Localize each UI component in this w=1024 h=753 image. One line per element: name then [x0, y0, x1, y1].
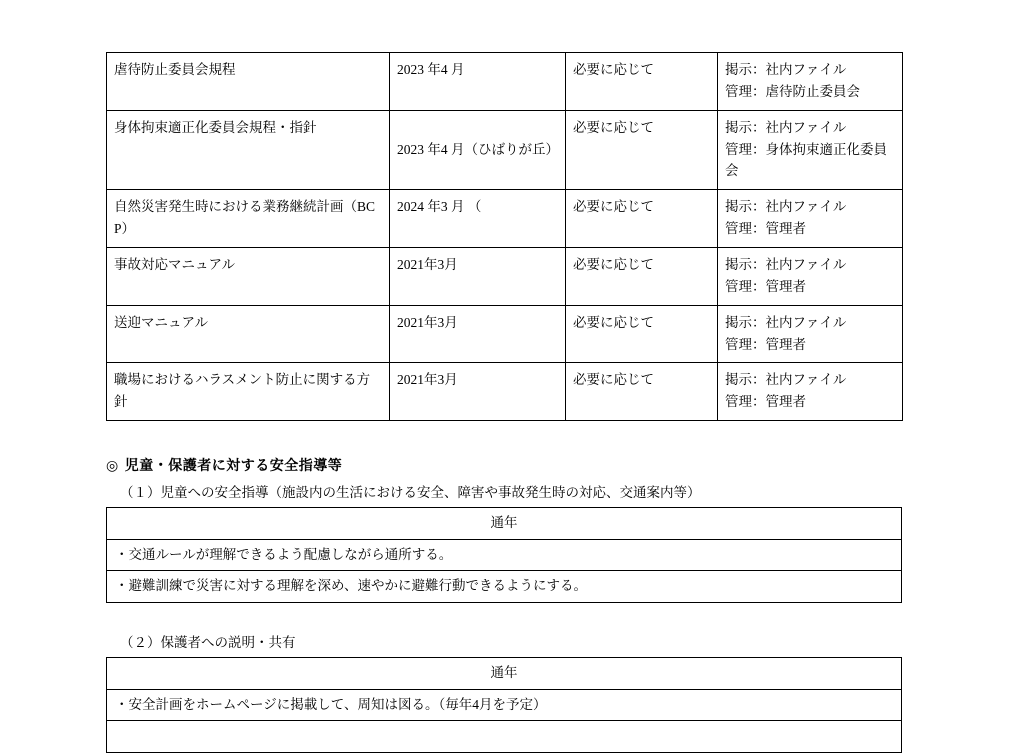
posting-text: 掲示：社内ファイル	[725, 62, 847, 77]
cell-posting-management	[718, 110, 903, 190]
cell-review-frequency	[566, 248, 718, 306]
regulations-table	[106, 52, 903, 421]
review-frequency-text: 必要に応じて	[573, 62, 654, 77]
cell-posting-management	[718, 363, 903, 421]
established-date-text: 2023 年4 月	[397, 62, 465, 77]
cell-review-frequency	[566, 305, 718, 363]
sharing-item: ・安全計画をホームページに掲載して、周知は図る。（毎年4月を予定）	[107, 689, 902, 721]
cell-review-frequency	[566, 53, 718, 111]
review-frequency-text: 必要に応じて	[573, 119, 654, 135]
review-frequency-text: 必要に応じて	[573, 257, 654, 273]
regulation-name-text: 職場におけるハラスメント防止に関する方針	[114, 372, 371, 410]
established-date-text: 2023 年4 月（ひばりが丘）	[397, 141, 559, 157]
review-frequency-text: 必要に応じて	[573, 372, 654, 388]
management-text: 管理：管理者	[725, 336, 806, 352]
cell-established-date	[390, 363, 566, 421]
cell-regulation-name	[107, 305, 390, 363]
cell-established-date	[390, 248, 566, 306]
posting-text: 掲示：社内ファイル	[725, 257, 847, 273]
cell-regulation-name	[107, 110, 390, 190]
table-row	[107, 110, 903, 190]
guardian-sharing-table	[106, 657, 902, 753]
section-marker-icon: ◎	[106, 459, 119, 475]
cell-regulation-name	[107, 190, 390, 248]
established-date-text: 2021年3月	[397, 257, 458, 273]
posting-text: 掲示：社内ファイル	[725, 314, 847, 330]
table-row	[107, 539, 902, 571]
management-text: 管理：管理者	[725, 394, 806, 410]
cell-posting-management	[718, 53, 903, 111]
posting-text: 掲示：社内ファイル	[725, 372, 847, 388]
management-text: 管理：管理者	[725, 221, 806, 237]
cell-established-date	[390, 110, 566, 190]
table-row	[107, 190, 903, 248]
regulation-name-text: 虐待防止委員会規程	[114, 62, 236, 77]
child-safety-guidance-table	[106, 507, 902, 603]
management-text: 管理：管理者	[725, 278, 806, 294]
guidance-item: ・避難訓練で災害に対する理解を深め、速やかに避難行動できるようにする。	[107, 571, 902, 603]
cell-regulation-name	[107, 53, 390, 111]
cell-regulation-name	[107, 363, 390, 421]
table-row	[107, 305, 903, 363]
regulation-name-text: 送迎マニュアル	[114, 314, 208, 330]
management-text: 管理：身体拘束適正化委員会	[725, 141, 887, 179]
table-row	[107, 363, 903, 421]
cell-regulation-name	[107, 248, 390, 306]
established-date-text: 2024 年3 月 （	[397, 199, 482, 215]
regulation-name-text: 事故対応マニュアル	[114, 257, 235, 273]
cell-review-frequency	[566, 190, 718, 248]
cell-review-frequency	[566, 363, 718, 421]
cell-posting-management	[718, 248, 903, 306]
period-header: 通年	[107, 657, 902, 689]
established-date-text: 2021年3月	[397, 372, 458, 388]
table-row	[107, 248, 903, 306]
cell-posting-management	[718, 305, 903, 363]
regulation-name-text: 身体拘束適正化委員会規程・指針	[114, 119, 317, 135]
review-frequency-text: 必要に応じて	[573, 314, 654, 330]
posting-text: 掲示：社内ファイル	[725, 199, 847, 215]
table-row	[107, 689, 902, 721]
established-date-text: 2021年3月	[397, 314, 458, 330]
cell-posting-management	[718, 190, 903, 248]
cell-established-date	[390, 305, 566, 363]
review-frequency-text: 必要に応じて	[573, 199, 654, 215]
table-row-empty	[107, 721, 902, 753]
cell-established-date	[390, 190, 566, 248]
subsection-2-label: （２）保護者への説明・共有	[120, 634, 296, 650]
period-header: 通年	[107, 508, 902, 540]
guidance-item: ・交通ルールが理解できるよう配慮しながら通所する。	[107, 539, 902, 571]
table-header-row	[107, 657, 902, 689]
table-row	[107, 53, 903, 111]
posting-text: 掲示：社内ファイル	[725, 119, 847, 135]
cell-review-frequency	[566, 110, 718, 190]
section-title: 児童・保護者に対する安全指導等	[124, 459, 343, 475]
regulation-name-text: 自然災害発生時における業務継続計画（BCP）	[114, 199, 376, 237]
empty-cell	[107, 721, 902, 753]
section-heading	[106, 455, 918, 475]
subsection-1-label: （１）児童への安全指導（施設内の生活における安全、障害や事故発生時の対応、交通案内等）	[120, 485, 701, 501]
cell-established-date	[390, 53, 566, 111]
table-row	[107, 571, 902, 603]
management-text: 管理：虐待防止委員会	[725, 83, 860, 99]
table-header-row	[107, 508, 902, 540]
